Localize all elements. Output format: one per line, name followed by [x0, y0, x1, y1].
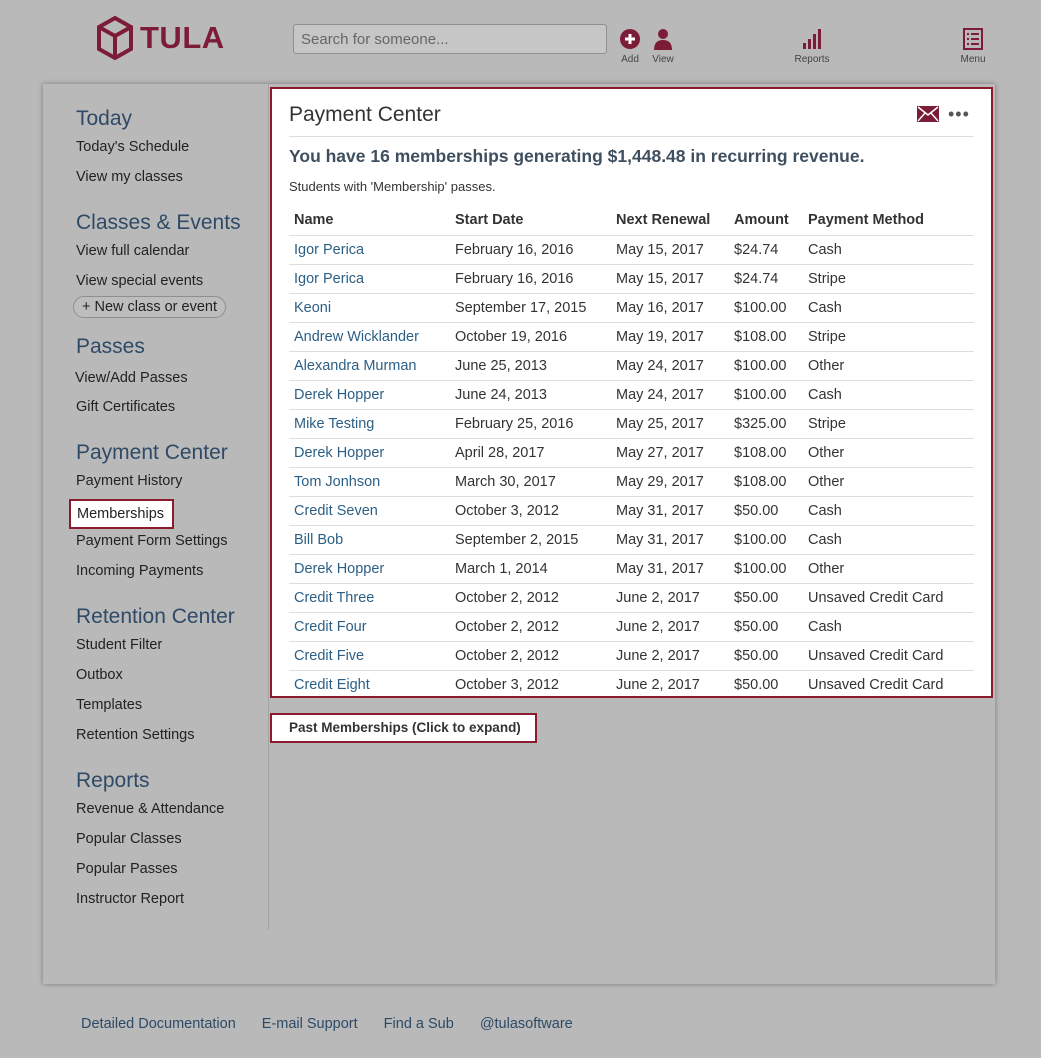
mail-icon[interactable] — [917, 106, 939, 122]
name-cell[interactable]: Keoni — [289, 293, 450, 322]
payment-method-cell: Cash — [803, 525, 974, 554]
next-renewal-cell: May 15, 2017 — [611, 235, 729, 264]
sidebar-item-outbox[interactable]: Outbox — [76, 667, 123, 683]
next-renewal-cell: June 2, 2017 — [611, 641, 729, 670]
start-date-cell: June 24, 2013 — [450, 380, 611, 409]
name-cell[interactable]: Credit Eight — [294, 676, 370, 693]
view-button[interactable] — [650, 28, 676, 65]
sidebar-item-student-filter[interactable]: Student Filter — [76, 637, 163, 653]
start-date-cell: October 2, 2012 — [450, 612, 611, 641]
payment-method-cell: Unsaved Credit Card — [808, 676, 944, 693]
table-row — [289, 380, 974, 409]
footer-link-documentation[interactable]: Detailed Documentation — [81, 1016, 236, 1032]
cube-logo-icon — [96, 16, 134, 60]
name-cell[interactable]: Bill Bob — [289, 525, 450, 554]
payment-method-cell: Stripe — [803, 264, 974, 293]
column-header-payment-method: Payment Method — [803, 206, 974, 235]
tula-logo[interactable] — [96, 16, 225, 60]
memberships-table — [289, 206, 974, 699]
start-date-cell: March 1, 2014 — [450, 554, 611, 583]
table-row — [289, 583, 974, 612]
sidebar-item-payment-form-settings[interactable]: Payment Form Settings — [76, 533, 228, 549]
payment-method-cell: Other — [803, 438, 974, 467]
next-renewal-cell: May 15, 2017 — [611, 264, 729, 293]
start-date-cell: June 25, 2013 — [450, 351, 611, 380]
menu-button[interactable] — [957, 28, 989, 65]
top-header — [0, 0, 1041, 80]
list-menu-icon — [962, 28, 984, 50]
name-cell[interactable]: Andrew Wicklander — [289, 322, 450, 351]
table-row — [289, 496, 974, 525]
sidebar-item-popular-passes[interactable]: Popular Passes — [76, 861, 178, 877]
section-passes: Passes — [76, 335, 145, 358]
payment-method-cell: Unsaved Credit Card — [803, 641, 974, 670]
table-row — [289, 670, 974, 699]
table-row — [289, 322, 974, 351]
section-reports: Reports — [76, 769, 150, 792]
table-row — [289, 554, 974, 583]
amount-cell: $50.00 — [729, 583, 803, 612]
section-retention-center: Retention Center — [76, 605, 235, 628]
payment-method-cell: Cash — [803, 496, 974, 525]
name-cell[interactable]: Igor Perica — [289, 264, 450, 293]
footer-link-find-a-sub[interactable]: Find a Sub — [383, 1016, 454, 1032]
footer-links — [81, 1016, 573, 1032]
payment-method-cell: Cash — [803, 293, 974, 322]
column-header-amount: Amount — [729, 206, 803, 235]
more-options-icon[interactable]: ••• — [948, 104, 970, 124]
start-date-cell: October 19, 2016 — [450, 322, 611, 351]
next-renewal-cell: May 31, 2017 — [611, 554, 729, 583]
sidebar-item-retention-settings[interactable]: Retention Settings — [76, 727, 195, 743]
table-row — [289, 438, 974, 467]
add-button[interactable] — [617, 28, 643, 65]
sidebar-item-payment-history[interactable]: Payment History — [76, 473, 183, 489]
menu-label: Menu — [960, 54, 986, 65]
next-renewal-cell: June 2, 2017 — [611, 583, 729, 612]
name-cell[interactable]: Credit Three — [289, 583, 450, 612]
next-renewal-cell: June 2, 2017 — [611, 612, 729, 641]
start-date-cell: October 2, 2012 — [450, 583, 611, 612]
sidebar-item-view-full-calendar[interactable]: View full calendar — [76, 243, 190, 259]
start-date-cell: March 30, 2017 — [450, 467, 611, 496]
table-row — [289, 641, 974, 670]
next-renewal-cell: May 27, 2017 — [611, 438, 729, 467]
start-date-cell: February 25, 2016 — [450, 409, 611, 438]
membership-summary: You have 16 memberships generating $1,448.48 in recurring revenue. — [289, 146, 865, 166]
name-cell[interactable]: Credit Five — [289, 641, 450, 670]
sidebar — [43, 84, 269, 930]
section-payment-center: Payment Center — [76, 441, 228, 464]
footer-link-twitter[interactable]: @tulasoftware — [479, 1016, 573, 1032]
next-renewal-cell: May 19, 2017 — [611, 322, 729, 351]
amount-cell: $50.00 — [734, 676, 779, 693]
next-renewal-cell: May 29, 2017 — [611, 467, 729, 496]
payment-center-panel — [270, 87, 993, 698]
sidebar-item-view-my-classes[interactable]: View my classes — [76, 169, 183, 185]
brand-name: TULA — [140, 20, 225, 55]
past-memberships-toggle[interactable]: Past Memberships (Click to expand) — [270, 713, 537, 743]
payment-method-cell: Other — [803, 554, 974, 583]
next-renewal-cell: May 25, 2017 — [611, 409, 729, 438]
name-cell[interactable]: Alexandra Murman — [289, 351, 450, 380]
panel-title: Payment Center — [289, 103, 441, 126]
next-renewal-cell: June 2, 2017 — [616, 676, 700, 693]
name-cell[interactable]: Mike Testing — [289, 409, 450, 438]
payment-method-cell: Stripe — [803, 322, 974, 351]
reports-label: Reports — [794, 54, 830, 65]
amount-cell: $100.00 — [729, 351, 803, 380]
table-row — [289, 525, 974, 554]
start-date-cell: February 16, 2016 — [450, 235, 611, 264]
amount-cell: $100.00 — [729, 525, 803, 554]
bar-chart-icon — [801, 28, 823, 50]
amount-cell: $108.00 — [729, 322, 803, 351]
next-renewal-cell: May 24, 2017 — [611, 351, 729, 380]
table-row — [289, 467, 974, 496]
payment-method-cell: Cash — [803, 235, 974, 264]
table-header-row — [289, 206, 974, 235]
new-class-event-button[interactable]: + New class or event — [73, 296, 226, 318]
amount-cell: $100.00 — [729, 380, 803, 409]
table-row — [289, 351, 974, 380]
membership-subtext: Students with 'Membership' passes. — [289, 179, 496, 194]
amount-cell: $108.00 — [729, 467, 803, 496]
search-input[interactable] — [293, 24, 607, 54]
start-date-cell: September 2, 2015 — [450, 525, 611, 554]
amount-cell: $100.00 — [729, 293, 803, 322]
next-renewal-cell: May 16, 2017 — [611, 293, 729, 322]
footer-link-email-support[interactable]: E-mail Support — [261, 1016, 358, 1032]
start-date-cell: April 28, 2017 — [450, 438, 611, 467]
payment-method-cell: Unsaved Credit Card — [803, 583, 974, 612]
reports-button[interactable] — [792, 28, 832, 65]
payment-method-cell: Cash — [803, 612, 974, 641]
next-renewal-cell: May 31, 2017 — [611, 525, 729, 554]
name-cell[interactable]: Derek Hopper — [289, 380, 450, 409]
amount-cell: $108.00 — [729, 438, 803, 467]
amount-cell: $325.00 — [729, 409, 803, 438]
table-row — [289, 612, 974, 641]
sidebar-item-todays-schedule[interactable]: Today's Schedule — [76, 139, 190, 155]
payment-method-cell: Other — [803, 351, 974, 380]
amount-cell: $50.00 — [729, 496, 803, 525]
sidebar-item-view-add-passes[interactable]: View/Add Passes — [75, 370, 188, 386]
table-row — [289, 235, 974, 264]
start-date-cell: February 16, 2016 — [450, 264, 611, 293]
start-date-cell: October 3, 2012 — [455, 676, 559, 693]
name-cell[interactable]: Igor Perica — [289, 235, 450, 264]
sidebar-item-popular-classes[interactable]: Popular Classes — [76, 831, 182, 847]
amount-cell: $100.00 — [729, 554, 803, 583]
amount-cell: $24.74 — [729, 264, 803, 293]
name-cell[interactable]: Credit Four — [289, 612, 450, 641]
column-header-name: Name — [289, 206, 450, 235]
section-today: Today — [76, 107, 133, 130]
payment-method-cell: Stripe — [803, 409, 974, 438]
sidebar-item-view-special-events[interactable]: View special events — [76, 273, 204, 289]
sidebar-item-instructor-report[interactable]: Instructor Report — [76, 891, 184, 907]
start-date-cell: October 2, 2012 — [450, 641, 611, 670]
sidebar-item-memberships[interactable]: Memberships — [69, 499, 174, 529]
start-date-cell: October 3, 2012 — [450, 496, 611, 525]
name-cell[interactable]: Credit Seven — [289, 496, 450, 525]
payment-method-cell: Cash — [803, 380, 974, 409]
next-renewal-cell: May 31, 2017 — [611, 496, 729, 525]
sidebar-item-incoming-payments[interactable]: Incoming Payments — [76, 563, 204, 579]
sidebar-item-gift-certificates[interactable]: Gift Certificates — [76, 399, 176, 415]
person-icon — [652, 28, 674, 50]
name-cell[interactable]: Tom Jonhson — [289, 467, 450, 496]
name-cell[interactable]: Derek Hopper — [289, 438, 450, 467]
amount-cell: $24.74 — [729, 235, 803, 264]
payment-method-cell: Other — [803, 467, 974, 496]
view-label: View — [652, 54, 674, 65]
sidebar-item-revenue-attendance[interactable]: Revenue & Attendance — [76, 801, 225, 817]
amount-cell: $50.00 — [729, 641, 803, 670]
column-header-next-renewal: Next Renewal — [611, 206, 729, 235]
sidebar-item-templates[interactable]: Templates — [76, 697, 143, 713]
next-renewal-cell: May 24, 2017 — [611, 380, 729, 409]
plus-circle-icon — [619, 28, 641, 50]
table-row — [289, 409, 974, 438]
column-header-start-date: Start Date — [450, 206, 611, 235]
start-date-cell: September 17, 2015 — [450, 293, 611, 322]
divider — [289, 136, 973, 137]
add-label: Add — [621, 54, 639, 65]
table-row — [289, 264, 974, 293]
section-classes-events: Classes & Events — [76, 211, 241, 234]
amount-cell: $50.00 — [729, 612, 803, 641]
table-row — [289, 293, 974, 322]
name-cell[interactable]: Derek Hopper — [289, 554, 450, 583]
